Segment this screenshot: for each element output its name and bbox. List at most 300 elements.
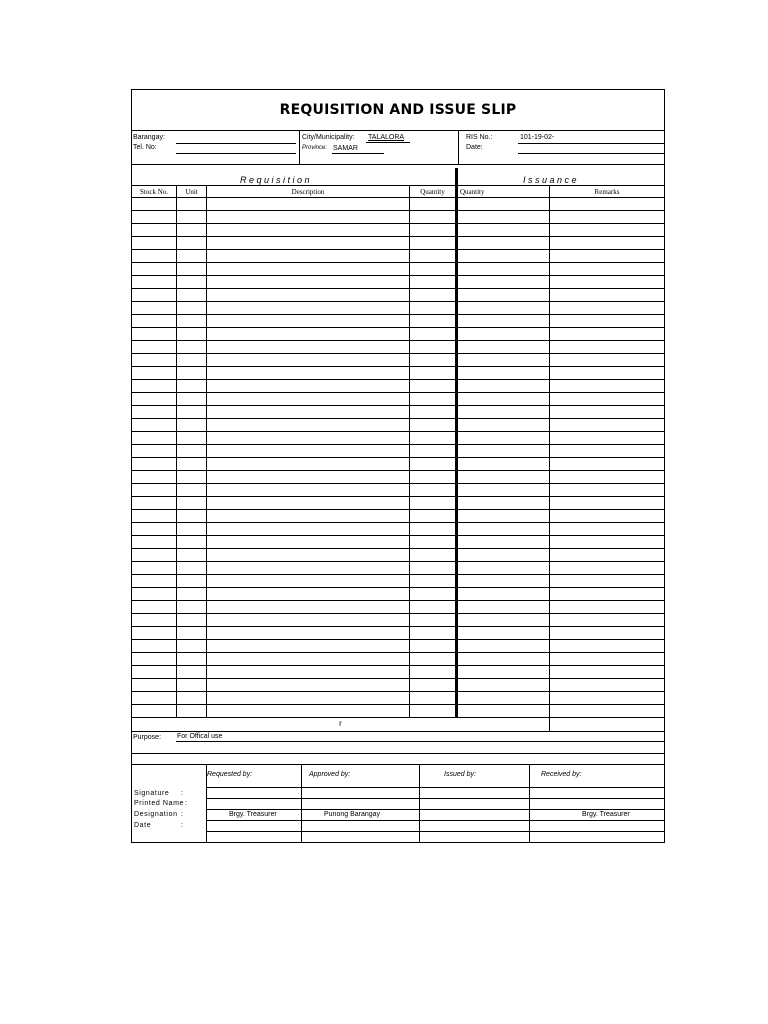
date-field[interactable]	[518, 153, 664, 154]
remarks-cell[interactable]	[550, 614, 664, 626]
stock-no-cell[interactable]	[132, 497, 177, 509]
iss-quantity-cell[interactable]	[458, 536, 550, 548]
iss-quantity-cell[interactable]	[458, 419, 550, 431]
req-quantity-cell[interactable]	[410, 627, 458, 639]
item-row	[132, 445, 664, 458]
remarks-cell[interactable]	[550, 653, 664, 665]
remarks-cell[interactable]	[550, 588, 664, 600]
req-quantity-cell[interactable]	[410, 510, 458, 522]
remarks-cell[interactable]	[550, 198, 664, 210]
iss-quantity-cell[interactable]	[458, 250, 550, 262]
item-row	[132, 601, 664, 614]
unit-cell[interactable]	[177, 601, 207, 613]
req-quantity-cell[interactable]	[410, 653, 458, 665]
stock-no-cell[interactable]	[132, 237, 177, 249]
sig-rule-2	[206, 798, 664, 799]
description-cell[interactable]	[207, 302, 410, 314]
req-quantity-cell[interactable]	[410, 575, 458, 587]
req-quantity-cell[interactable]	[410, 497, 458, 509]
unit-cell[interactable]	[177, 289, 207, 301]
remarks-cell[interactable]	[550, 302, 664, 314]
req-quantity-cell[interactable]	[410, 302, 458, 314]
iss-quantity-cell[interactable]	[458, 588, 550, 600]
description-cell[interactable]	[207, 575, 410, 587]
req-quantity-cell[interactable]	[410, 211, 458, 223]
unit-cell[interactable]	[177, 588, 207, 600]
stock-no-cell[interactable]	[132, 640, 177, 652]
unit-cell[interactable]	[177, 679, 207, 691]
stock-no-cell[interactable]	[132, 211, 177, 223]
purpose-line-2	[132, 753, 664, 754]
unit-cell[interactable]	[177, 315, 207, 327]
date-label: Date:	[466, 144, 483, 151]
tel-label: Tel. No:	[133, 144, 157, 151]
description-cell[interactable]	[207, 198, 410, 210]
remarks-cell[interactable]	[550, 679, 664, 691]
stock-no-cell[interactable]	[132, 679, 177, 691]
stock-no-cell[interactable]	[132, 367, 177, 379]
unit-cell[interactable]	[177, 354, 207, 366]
iss-quantity-cell[interactable]	[458, 627, 550, 639]
col-remarks: Remarks	[594, 188, 620, 196]
description-cell[interactable]	[207, 471, 410, 483]
stock-no-cell[interactable]	[132, 588, 177, 600]
iss-quantity-cell[interactable]	[458, 432, 550, 444]
iss-quantity-cell[interactable]	[458, 679, 550, 691]
unit-cell[interactable]	[177, 614, 207, 626]
description-cell[interactable]	[207, 432, 410, 444]
iss-quantity-cell[interactable]	[458, 640, 550, 652]
req-quantity-cell[interactable]	[410, 445, 458, 457]
remarks-cell[interactable]	[550, 328, 664, 340]
req-quantity-cell[interactable]	[410, 601, 458, 613]
stock-no-cell[interactable]	[132, 601, 177, 613]
iss-quantity-cell[interactable]	[458, 341, 550, 353]
unit-cell[interactable]	[177, 237, 207, 249]
stock-no-cell[interactable]	[132, 198, 177, 210]
iss-quantity-cell[interactable]	[458, 445, 550, 457]
iss-quantity-cell[interactable]	[458, 666, 550, 678]
remarks-cell[interactable]	[550, 289, 664, 301]
stock-no-cell[interactable]	[132, 549, 177, 561]
description-cell[interactable]	[207, 653, 410, 665]
unit-cell[interactable]	[177, 575, 207, 587]
iss-quantity-cell[interactable]	[458, 367, 550, 379]
req-quantity-cell[interactable]	[410, 198, 458, 210]
remarks-cell[interactable]	[550, 536, 664, 548]
item-row	[132, 276, 664, 289]
req-quantity-cell[interactable]	[410, 562, 458, 574]
stock-no-cell[interactable]	[132, 354, 177, 366]
remarks-cell[interactable]	[550, 237, 664, 249]
remarks-cell[interactable]	[550, 575, 664, 587]
stock-no-cell[interactable]	[132, 445, 177, 457]
unit-cell[interactable]	[177, 328, 207, 340]
stock-no-cell[interactable]	[132, 653, 177, 665]
remarks-cell[interactable]	[550, 666, 664, 678]
req-quantity-cell[interactable]	[410, 393, 458, 405]
item-row	[132, 250, 664, 263]
stock-no-cell[interactable]	[132, 536, 177, 548]
req-quantity-cell[interactable]	[410, 536, 458, 548]
item-row	[132, 406, 664, 419]
remarks-cell[interactable]	[550, 549, 664, 561]
unit-cell[interactable]	[177, 419, 207, 431]
barangay-field[interactable]	[176, 143, 296, 144]
description-cell[interactable]	[207, 341, 410, 353]
stock-no-cell[interactable]	[132, 315, 177, 327]
item-row	[132, 367, 664, 380]
stock-no-cell[interactable]	[132, 328, 177, 340]
iss-quantity-cell[interactable]	[458, 263, 550, 275]
req-quantity-cell[interactable]	[410, 237, 458, 249]
ris-field	[518, 143, 664, 144]
stock-no-cell[interactable]	[132, 432, 177, 444]
stock-no-cell[interactable]	[132, 510, 177, 522]
item-row	[132, 692, 664, 705]
stock-no-cell[interactable]	[132, 484, 177, 496]
unit-cell[interactable]	[177, 705, 207, 717]
remarks-cell[interactable]	[550, 315, 664, 327]
req-quantity-cell[interactable]	[410, 549, 458, 561]
iss-quantity-cell[interactable]	[458, 276, 550, 288]
requested-designation[interactable]: Brgy. Treasurer	[229, 811, 277, 818]
remarks-cell[interactable]	[550, 224, 664, 236]
unit-cell[interactable]	[177, 640, 207, 652]
remarks-cell[interactable]	[550, 367, 664, 379]
unit-cell[interactable]	[177, 497, 207, 509]
item-row	[132, 510, 664, 523]
item-row	[132, 705, 664, 718]
description-cell[interactable]	[207, 497, 410, 509]
description-cell[interactable]	[207, 484, 410, 496]
iss-quantity-cell[interactable]	[458, 393, 550, 405]
description-cell[interactable]	[207, 588, 410, 600]
stock-no-cell[interactable]	[132, 471, 177, 483]
description-cell[interactable]	[207, 705, 410, 717]
remarks-cell[interactable]	[550, 354, 664, 366]
stock-no-cell[interactable]	[132, 666, 177, 678]
item-row	[132, 614, 664, 627]
iss-quantity-cell[interactable]	[458, 484, 550, 496]
stock-no-cell[interactable]	[132, 614, 177, 626]
remarks-cell[interactable]	[550, 627, 664, 639]
item-row	[132, 302, 664, 315]
remarks-cell[interactable]	[550, 705, 664, 717]
req-quantity-cell[interactable]	[410, 588, 458, 600]
iss-quantity-cell[interactable]	[458, 289, 550, 301]
description-cell[interactable]	[207, 445, 410, 457]
item-row	[132, 497, 664, 510]
description-cell[interactable]	[207, 250, 410, 262]
unit-cell[interactable]	[177, 406, 207, 418]
req-quantity-cell[interactable]	[410, 315, 458, 327]
iss-quantity-cell[interactable]	[458, 237, 550, 249]
remarks-cell[interactable]	[550, 471, 664, 483]
remarks-cell[interactable]	[550, 484, 664, 496]
iss-quantity-cell[interactable]	[458, 562, 550, 574]
item-row	[132, 666, 664, 679]
description-cell[interactable]	[207, 627, 410, 639]
iss-quantity-cell[interactable]	[458, 198, 550, 210]
description-cell[interactable]	[207, 549, 410, 561]
item-row	[132, 354, 664, 367]
item-row	[132, 575, 664, 588]
remarks-cell[interactable]	[550, 692, 664, 704]
req-quantity-cell[interactable]	[410, 614, 458, 626]
unit-cell[interactable]	[177, 302, 207, 314]
stock-no-cell[interactable]	[132, 263, 177, 275]
remarks-cell[interactable]	[550, 432, 664, 444]
header-divider-1	[299, 130, 300, 164]
unit-cell[interactable]	[177, 263, 207, 275]
unit-cell[interactable]	[177, 536, 207, 548]
unit-cell[interactable]	[177, 445, 207, 457]
req-quantity-cell[interactable]	[410, 458, 458, 470]
iss-quantity-cell[interactable]	[458, 575, 550, 587]
iss-quantity-cell[interactable]	[458, 224, 550, 236]
remarks-cell[interactable]	[550, 341, 664, 353]
iss-quantity-cell[interactable]	[458, 497, 550, 509]
stock-no-cell[interactable]	[132, 406, 177, 418]
item-row	[132, 640, 664, 653]
purpose-bottom-rule	[132, 764, 664, 765]
unit-cell[interactable]	[177, 380, 207, 392]
tel-field[interactable]	[176, 153, 296, 154]
city-label: City/Municipality:	[302, 134, 355, 141]
req-quantity-cell[interactable]	[410, 367, 458, 379]
description-cell[interactable]	[207, 354, 410, 366]
iss-quantity-cell[interactable]	[458, 549, 550, 561]
stock-no-cell[interactable]	[132, 562, 177, 574]
item-row	[132, 237, 664, 250]
description-cell[interactable]	[207, 640, 410, 652]
stock-no-cell[interactable]	[132, 627, 177, 639]
description-cell[interactable]	[207, 406, 410, 418]
description-cell[interactable]	[207, 458, 410, 470]
unit-cell[interactable]	[177, 393, 207, 405]
req-quantity-cell[interactable]	[410, 692, 458, 704]
remarks-cell[interactable]	[550, 276, 664, 288]
iss-quantity-cell[interactable]	[458, 705, 550, 717]
description-cell[interactable]	[207, 510, 410, 522]
stock-no-cell[interactable]	[132, 575, 177, 587]
req-quantity-cell[interactable]	[410, 406, 458, 418]
iss-quantity-cell[interactable]	[458, 302, 550, 314]
header-divider-2	[458, 130, 459, 164]
unit-cell[interactable]	[177, 484, 207, 496]
item-row	[132, 263, 664, 276]
unit-cell[interactable]	[177, 198, 207, 210]
remarks-cell[interactable]	[550, 601, 664, 613]
iss-quantity-cell[interactable]	[458, 692, 550, 704]
designation-label: Designation	[134, 811, 178, 818]
stock-no-cell[interactable]	[132, 692, 177, 704]
iss-quantity-cell[interactable]	[458, 406, 550, 418]
issuance-heading: Issuance	[523, 175, 580, 185]
unit-cell[interactable]	[177, 627, 207, 639]
description-cell[interactable]	[207, 315, 410, 327]
stock-no-cell[interactable]	[132, 380, 177, 392]
req-quantity-cell[interactable]	[410, 263, 458, 275]
remarks-cell[interactable]	[550, 510, 664, 522]
requisition-form	[131, 89, 665, 843]
description-cell[interactable]	[207, 601, 410, 613]
unit-cell[interactable]	[177, 224, 207, 236]
remarks-cell[interactable]	[550, 523, 664, 535]
unit-cell[interactable]	[177, 367, 207, 379]
unit-cell[interactable]	[177, 341, 207, 353]
unit-cell[interactable]	[177, 510, 207, 522]
unit-cell[interactable]	[177, 250, 207, 262]
total-remarks-cell[interactable]	[550, 718, 664, 731]
description-cell[interactable]	[207, 237, 410, 249]
description-cell[interactable]	[207, 224, 410, 236]
remarks-cell[interactable]	[550, 445, 664, 457]
sig-rule-4	[206, 820, 664, 821]
item-grid	[132, 198, 664, 718]
req-quantity-cell[interactable]	[410, 328, 458, 340]
signature-colon: :	[181, 790, 183, 797]
req-quantity-cell[interactable]	[410, 341, 458, 353]
ris-value[interactable]: 101-19-02-	[520, 134, 555, 141]
remarks-cell[interactable]	[550, 380, 664, 392]
city-value[interactable]: TALALORA	[368, 134, 405, 141]
iss-quantity-cell[interactable]	[458, 354, 550, 366]
remarks-cell[interactable]	[550, 406, 664, 418]
unit-cell[interactable]	[177, 523, 207, 535]
stock-no-cell[interactable]	[132, 302, 177, 314]
item-row	[132, 380, 664, 393]
unit-cell[interactable]	[177, 211, 207, 223]
req-quantity-cell[interactable]	[410, 380, 458, 392]
req-quantity-cell[interactable]	[410, 679, 458, 691]
unit-cell[interactable]	[177, 666, 207, 678]
stock-no-cell[interactable]	[132, 276, 177, 288]
unit-cell[interactable]	[177, 276, 207, 288]
iss-quantity-cell[interactable]	[458, 653, 550, 665]
req-quantity-cell[interactable]	[410, 471, 458, 483]
received-designation[interactable]: Brgy. Treasurer	[582, 811, 630, 818]
item-row	[132, 211, 664, 224]
remarks-cell[interactable]	[550, 640, 664, 652]
req-quantity-cell[interactable]	[410, 640, 458, 652]
description-cell[interactable]	[207, 263, 410, 275]
unit-cell[interactable]	[177, 653, 207, 665]
iss-quantity-cell[interactable]	[458, 380, 550, 392]
unit-cell[interactable]	[177, 549, 207, 561]
iss-quantity-cell[interactable]	[458, 510, 550, 522]
stock-no-cell[interactable]	[132, 224, 177, 236]
description-cell[interactable]	[207, 536, 410, 548]
description-cell[interactable]	[207, 211, 410, 223]
description-cell[interactable]	[207, 276, 410, 288]
req-quantity-cell[interactable]	[410, 419, 458, 431]
req-quantity-cell[interactable]	[410, 250, 458, 262]
col-unit: Unit	[177, 186, 207, 198]
description-cell[interactable]	[207, 614, 410, 626]
req-quantity-cell[interactable]	[410, 705, 458, 717]
description-cell[interactable]	[207, 393, 410, 405]
issued-by-label: Issued by:	[444, 771, 476, 778]
req-quantity-cell[interactable]	[410, 276, 458, 288]
stock-no-cell[interactable]	[132, 458, 177, 470]
iss-quantity-cell[interactable]	[458, 601, 550, 613]
item-row	[132, 224, 664, 237]
req-quantity-cell[interactable]	[410, 432, 458, 444]
iss-quantity-cell[interactable]	[458, 471, 550, 483]
stock-no-cell[interactable]	[132, 419, 177, 431]
req-quantity-cell[interactable]	[410, 289, 458, 301]
stock-no-cell[interactable]	[132, 705, 177, 717]
iss-quantity-cell[interactable]	[458, 614, 550, 626]
remarks-cell[interactable]	[550, 263, 664, 275]
description-cell[interactable]	[207, 289, 410, 301]
remarks-cell[interactable]	[550, 562, 664, 574]
iss-quantity-cell[interactable]	[458, 315, 550, 327]
province-value[interactable]: SAMAR	[333, 145, 358, 152]
remarks-cell[interactable]	[550, 458, 664, 470]
item-row	[132, 315, 664, 328]
remarks-cell[interactable]	[550, 419, 664, 431]
iss-quantity-cell[interactable]	[458, 328, 550, 340]
unit-cell[interactable]	[177, 692, 207, 704]
description-cell[interactable]	[207, 380, 410, 392]
purpose-value[interactable]: For Offical use	[177, 733, 223, 740]
remarks-cell[interactable]	[550, 211, 664, 223]
req-quantity-cell[interactable]	[410, 484, 458, 496]
remarks-cell[interactable]	[550, 497, 664, 509]
req-quantity-cell[interactable]	[410, 354, 458, 366]
description-cell[interactable]	[207, 367, 410, 379]
iss-quantity-cell[interactable]	[458, 458, 550, 470]
description-cell[interactable]	[207, 679, 410, 691]
unit-cell[interactable]	[177, 458, 207, 470]
req-quantity-cell[interactable]	[410, 224, 458, 236]
stock-no-cell[interactable]	[132, 341, 177, 353]
stock-no-cell[interactable]	[132, 393, 177, 405]
designation-colon: :	[181, 811, 183, 818]
province-label: Province:	[302, 145, 328, 151]
ris-label: RIS No.:	[466, 134, 493, 141]
unit-cell[interactable]	[177, 562, 207, 574]
printed-name-label: Printed Name	[134, 800, 184, 807]
description-cell[interactable]	[207, 523, 410, 535]
stock-no-cell[interactable]	[132, 523, 177, 535]
description-cell[interactable]	[207, 562, 410, 574]
unit-cell[interactable]	[177, 432, 207, 444]
remarks-cell[interactable]	[550, 393, 664, 405]
approved-designation[interactable]: Punong Barangay	[324, 811, 381, 818]
stock-no-cell[interactable]	[132, 250, 177, 262]
printed-name-colon: :	[185, 800, 187, 807]
description-cell[interactable]	[207, 692, 410, 704]
req-quantity-cell[interactable]	[410, 666, 458, 678]
header-bottom-rule	[132, 164, 664, 165]
iss-quantity-cell[interactable]	[458, 211, 550, 223]
stock-no-cell[interactable]	[132, 289, 177, 301]
remarks-cell[interactable]	[550, 250, 664, 262]
req-quantity-cell[interactable]	[410, 523, 458, 535]
description-cell[interactable]	[207, 666, 410, 678]
description-cell[interactable]	[207, 419, 410, 431]
iss-quantity-cell[interactable]	[458, 523, 550, 535]
received-by-label: Received by:	[541, 771, 582, 778]
col-description: Description	[207, 186, 410, 198]
description-cell[interactable]	[207, 328, 410, 340]
unit-cell[interactable]	[177, 471, 207, 483]
col-req-quantity: Quantity	[410, 186, 458, 198]
